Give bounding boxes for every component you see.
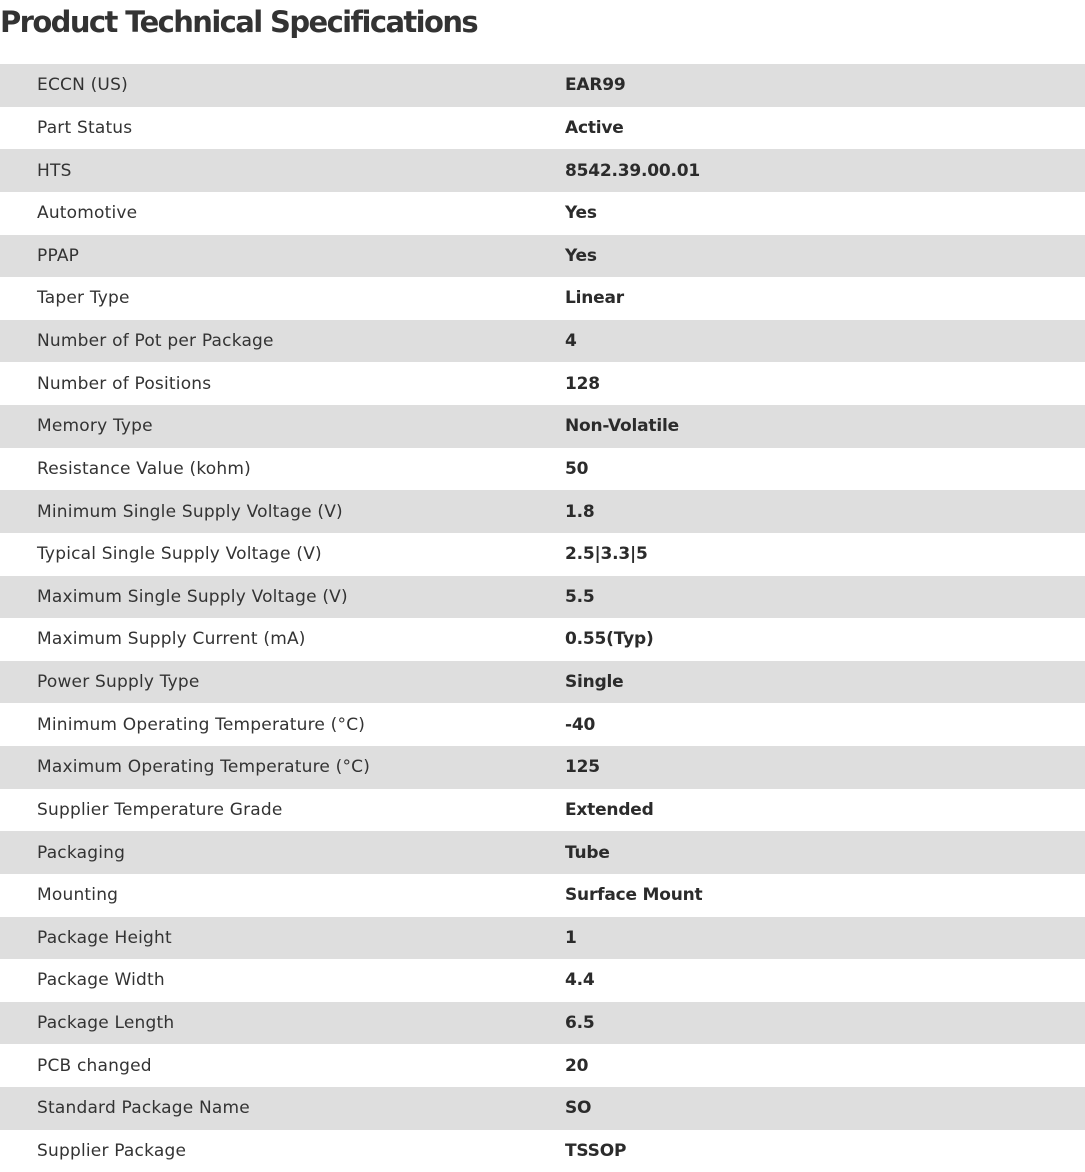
spec-value: 4.4 [565,970,595,991]
table-row [0,1087,1085,1130]
table-row [0,533,1085,576]
spec-value: 50 [565,458,589,479]
table-row [0,917,1085,960]
spec-value: 125 [565,757,600,778]
spec-value: Tube [565,842,610,863]
spec-value: Yes [565,203,597,224]
spec-value: 1 [565,927,577,948]
spec-value: TSSOP [565,1140,627,1161]
spec-label: Maximum Operating Temperature (°C) [37,757,371,778]
spec-value: -40 [565,714,596,735]
spec-label: Package Height [37,927,172,948]
spec-value: 5.5 [565,586,595,607]
spec-label: Minimum Operating Temperature (°C) [37,714,366,735]
spec-label: PPAP [37,245,80,266]
spec-value: Surface Mount [565,885,703,906]
spec-table [0,64,1085,1172]
spec-label: Power Supply Type [37,672,200,693]
table-row [0,618,1085,661]
table-row [0,703,1085,746]
spec-label: Standard Package Name [37,1098,250,1119]
spec-value: Single [565,672,624,693]
table-row [0,661,1085,704]
spec-label: Number of Pot per Package [37,331,274,352]
spec-label: ECCN (US) [37,75,128,96]
spec-label: Mounting [37,885,119,906]
spec-label: Maximum Single Supply Voltage (V) [37,586,348,607]
spec-value: Active [565,117,624,138]
table-row [0,789,1085,832]
spec-label: Typical Single Supply Voltage (V) [37,544,322,565]
spec-label: Packaging [37,842,126,863]
spec-label: Supplier Temperature Grade [37,799,283,820]
table-row [0,320,1085,363]
spec-label: Package Width [37,970,165,991]
table-row [0,277,1085,320]
spec-value: 8542.39.00.01 [565,160,701,181]
table-row [0,149,1085,192]
table-row [0,107,1085,150]
spec-label: Resistance Value (kohm) [37,458,251,479]
spec-label: Memory Type [37,416,153,437]
table-row [0,448,1085,491]
spec-value: 4 [565,331,577,352]
table-row [0,490,1085,533]
spec-label: Taper Type [37,288,130,309]
spec-value: 6.5 [565,1013,595,1034]
spec-label: Package Length [37,1013,175,1034]
spec-label: HTS [37,160,72,181]
spec-value: Linear [565,288,624,309]
spec-value: Yes [565,245,597,266]
table-row [0,192,1085,235]
spec-value: 128 [565,373,600,394]
spec-label: Maximum Supply Current (mA) [37,629,306,650]
table-row [0,235,1085,278]
spec-value: 0.55(Typ) [565,629,654,650]
table-row [0,576,1085,619]
spec-value: 20 [565,1055,589,1076]
table-row [0,831,1085,874]
table-row [0,959,1085,1002]
spec-label: Supplier Package [37,1140,187,1161]
table-row [0,1044,1085,1087]
spec-value: 2.5|3.3|5 [565,544,648,565]
spec-label: Number of Positions [37,373,212,394]
spec-value: EAR99 [565,75,626,96]
table-row [0,874,1085,917]
spec-value: Non-Volatile [565,416,679,437]
table-row [0,405,1085,448]
table-row [0,64,1085,107]
spec-label: PCB changed [37,1055,152,1076]
table-row [0,1002,1085,1045]
page-title: Product Technical Specifications [0,5,478,39]
table-row [0,746,1085,789]
spec-label: Minimum Single Supply Voltage (V) [37,501,343,522]
spec-value: 1.8 [565,501,595,522]
spec-label: Automotive [37,203,138,224]
spec-value: Extended [565,799,654,820]
spec-value: SO [565,1098,592,1119]
spec-table-body [0,64,1085,1172]
spec-label: Part Status [37,117,133,138]
table-row [0,362,1085,405]
